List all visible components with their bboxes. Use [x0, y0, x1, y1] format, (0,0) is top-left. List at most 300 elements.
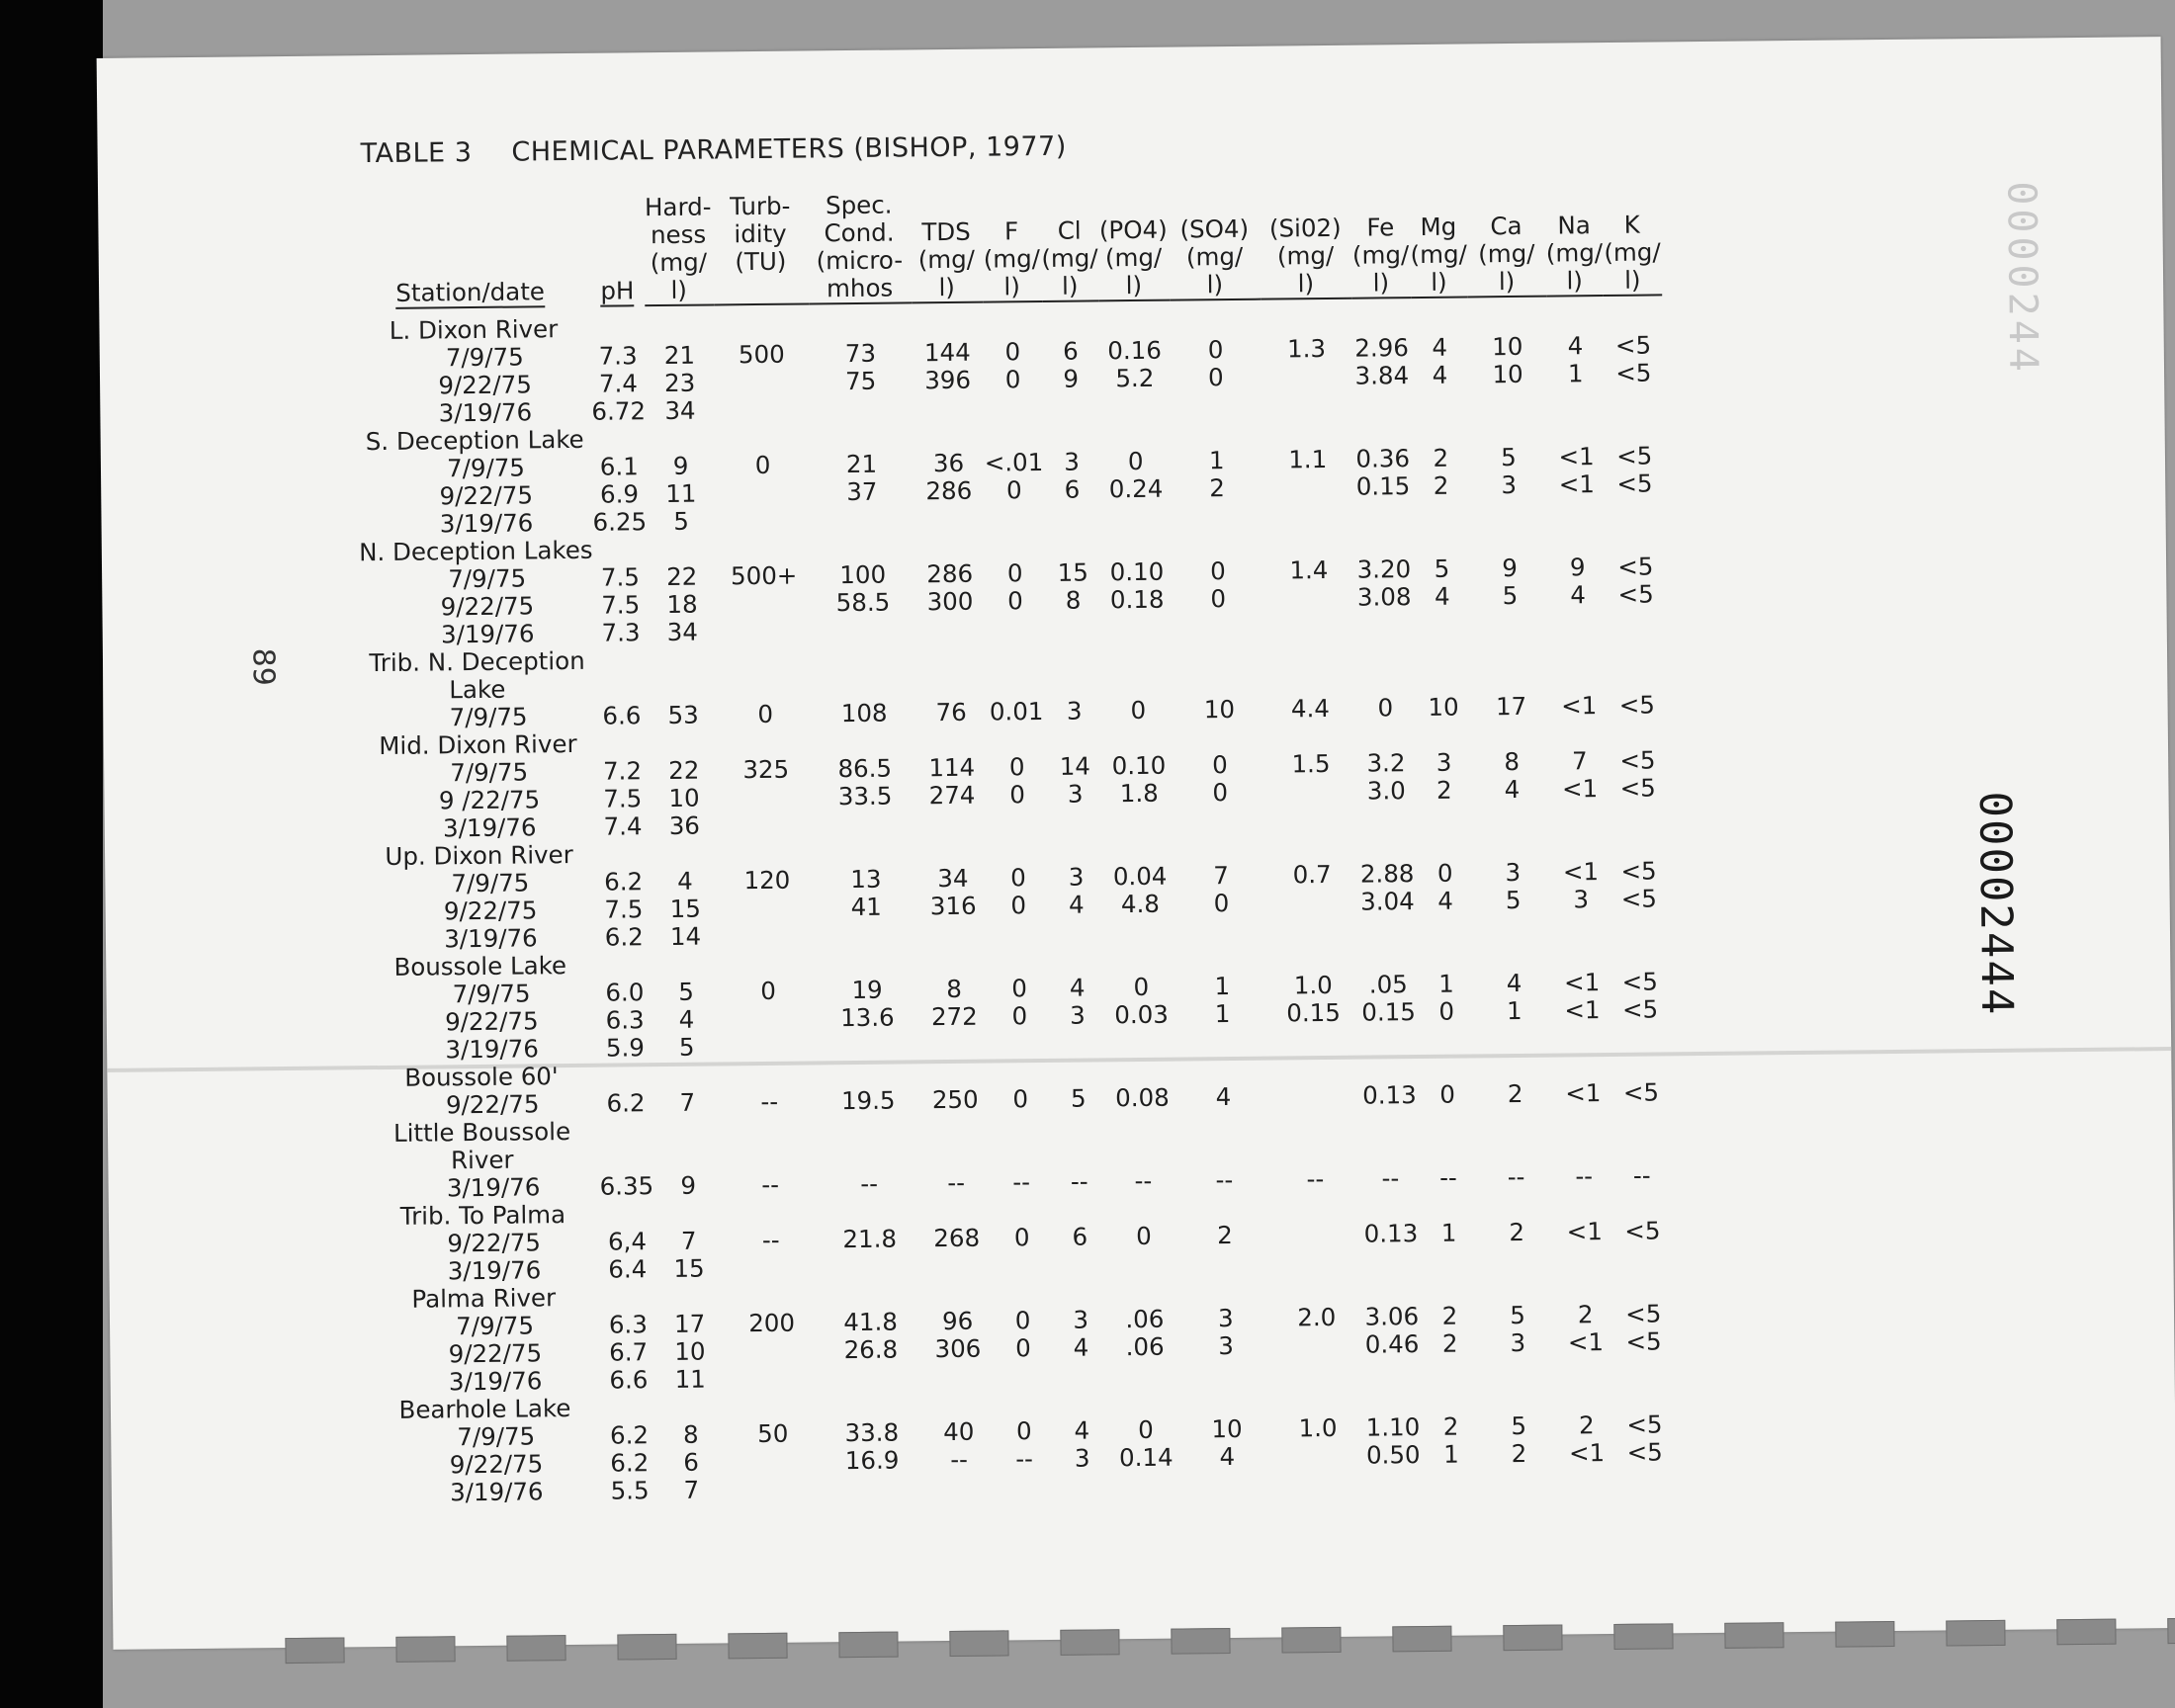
table-cell: 4 — [1074, 1415, 1090, 1445]
table-cell — [1605, 414, 1664, 443]
table-cell: 4 — [1215, 1082, 1232, 1112]
table-cell — [647, 535, 716, 563]
table-cell — [1351, 306, 1411, 335]
header-line: Spec. — [825, 190, 893, 220]
table-cell: 4 — [1437, 886, 1453, 915]
table-cell — [1546, 304, 1604, 333]
table-cell — [1054, 1472, 1111, 1500]
sample-date: 9/22/75 — [443, 896, 538, 926]
table-cell — [1100, 503, 1172, 532]
table-cell — [991, 1030, 1050, 1059]
table-cell — [1613, 1244, 1673, 1273]
table-cell: 0 — [1014, 1333, 1031, 1363]
table-cell: 40 — [943, 1416, 975, 1447]
table-cell — [1550, 609, 1608, 638]
column-header-2 — [644, 193, 714, 314]
table-cell — [725, 1392, 820, 1420]
table-cell — [1558, 1384, 1615, 1412]
table-cell — [1101, 614, 1173, 642]
table-cell — [1476, 1136, 1555, 1164]
table-cell — [1171, 419, 1262, 448]
table-cell: 5.2 — [1115, 363, 1155, 393]
table-cell — [1614, 1383, 1674, 1411]
table-cell — [1611, 1051, 1671, 1079]
table-cell — [1604, 303, 1663, 332]
station-name: S. Deception Lake — [365, 424, 584, 457]
table-cell — [1611, 1134, 1671, 1162]
table-cell: 6.35 — [599, 1171, 654, 1201]
table-cell: 4 — [1432, 360, 1448, 389]
sample-date: 9/22/75 — [440, 591, 535, 622]
table-cell — [1047, 835, 1104, 864]
table-cell: 10 — [668, 783, 700, 812]
table-cell — [649, 673, 718, 702]
sample-date: 3/19/76 — [439, 508, 534, 539]
header-line: l) — [1467, 268, 1546, 299]
table-cell — [1106, 1029, 1177, 1058]
table-cell — [1171, 391, 1262, 420]
header-line: l) — [1042, 272, 1099, 302]
table-cell: 0 — [1127, 446, 1144, 476]
table-cell — [718, 672, 813, 701]
table-cell: 306 — [934, 1333, 982, 1364]
header-line: Ca — [1490, 211, 1522, 241]
table-cell: 86.5 — [837, 753, 893, 784]
column-header-1 — [589, 194, 645, 315]
table-cell: 5 — [673, 506, 690, 536]
column-header-14 — [1545, 184, 1604, 305]
table-cell — [914, 533, 985, 561]
table-cell — [917, 920, 989, 949]
table-cell — [1416, 804, 1473, 832]
sample-date: 7/9/75 — [448, 563, 527, 594]
table-cell — [721, 1004, 816, 1033]
perforation-tab — [1281, 1627, 1341, 1654]
table-cell — [1415, 638, 1472, 666]
table-cell — [914, 643, 986, 672]
table-cell: 0.15 — [1355, 471, 1411, 501]
table-cell: 2.88 — [1359, 859, 1415, 889]
table-cell: 0 — [1210, 584, 1227, 614]
table-cell: 8 — [946, 974, 963, 1004]
table-cell — [1357, 832, 1417, 861]
table-cell — [1172, 530, 1262, 558]
header-line: K — [1623, 210, 1640, 239]
table-cell — [988, 809, 1047, 837]
table-cell: 325 — [742, 754, 790, 785]
table-cell — [1472, 721, 1551, 749]
station-name: L. Dixon River — [389, 314, 559, 345]
table-cell — [993, 1279, 1052, 1308]
table-cell: 2 — [1217, 1221, 1233, 1250]
table-cell: 3.08 — [1356, 582, 1412, 612]
table-cell: <5 — [1614, 330, 1652, 360]
table-cell — [1103, 725, 1174, 753]
table-cell — [1046, 669, 1103, 698]
table-cell — [1614, 1355, 1674, 1384]
table-cell — [1103, 808, 1174, 836]
table-cell: 50 — [757, 1418, 789, 1449]
table-cell — [1608, 719, 1667, 747]
table-cell — [1272, 1387, 1363, 1415]
table-cell — [992, 1141, 1051, 1169]
sample-date: 3/19/76 — [446, 1172, 541, 1203]
table-cell: 7.5 — [603, 784, 643, 813]
table-cell — [918, 948, 990, 977]
table-cell: 3 — [1070, 1000, 1086, 1030]
table-cell: 274 — [928, 780, 976, 811]
table-cell: 1.0 — [1298, 1412, 1338, 1443]
table-cell — [914, 505, 985, 534]
column-header-3 — [713, 192, 809, 313]
table-cell — [724, 1281, 819, 1310]
table-cell — [1262, 529, 1353, 557]
table-cell: 0 — [1015, 1416, 1032, 1446]
table-cell — [922, 1363, 994, 1392]
table-cell: 0 — [1005, 475, 1022, 505]
table-cell — [717, 589, 812, 618]
table-cell — [1474, 942, 1553, 971]
table-cell: 0.18 — [1109, 584, 1165, 615]
table-cell — [594, 646, 649, 675]
sample-date: 3/19/76 — [449, 1477, 544, 1507]
table-cell: <1 — [1562, 857, 1600, 887]
column-header-4 — [808, 191, 912, 312]
table-cell — [1268, 1055, 1359, 1083]
table-cell — [810, 394, 913, 423]
table-cell: 7.2 — [602, 756, 643, 786]
table-cell — [1098, 309, 1170, 338]
table-cell: 0 — [1009, 863, 1026, 893]
table-cell: 100 — [839, 559, 887, 590]
header-line: (mg/ — [1410, 239, 1467, 270]
table-cell — [811, 533, 914, 561]
table-cell — [1607, 608, 1666, 637]
table-cell — [984, 421, 1043, 450]
table-cell: 6.2 — [610, 1448, 650, 1478]
perforation-tab — [617, 1634, 676, 1661]
table-cell — [1271, 1331, 1362, 1360]
table-cell — [920, 1142, 992, 1170]
table-cell — [1416, 721, 1473, 749]
sample-date: 3/19/76 — [444, 923, 538, 954]
perforation-tab — [1835, 1621, 1894, 1648]
table-cell — [1268, 1082, 1359, 1111]
table-cell: 0.46 — [1364, 1329, 1420, 1359]
table-cell — [987, 670, 1046, 699]
table-cell — [812, 643, 914, 672]
table-cell — [1043, 420, 1100, 449]
table-cell: 53 — [667, 700, 699, 729]
table-cell — [1053, 1361, 1110, 1390]
table-cell: 36 — [668, 811, 701, 840]
table-cell: 1 — [1442, 1439, 1459, 1469]
table-cell — [1272, 1470, 1363, 1498]
table-cell — [1110, 1472, 1181, 1500]
table-cell — [1477, 1246, 1556, 1275]
table-cell: 316 — [929, 891, 977, 921]
table-cell — [914, 616, 986, 644]
table-cell — [992, 1196, 1051, 1225]
column-header-0 — [349, 195, 590, 318]
table-cell: <1 — [1563, 968, 1601, 997]
table-cell — [722, 1060, 817, 1088]
station-name: River — [450, 1145, 514, 1175]
table-cell: 0.13 — [1363, 1219, 1419, 1248]
header-line: l) — [1098, 272, 1170, 302]
table-cell — [1358, 943, 1418, 972]
table-cell — [598, 1062, 652, 1090]
table-cell — [653, 1199, 723, 1228]
table-cell: 17 — [673, 1309, 706, 1338]
table-cell — [1178, 1111, 1269, 1140]
table-cell — [991, 1113, 1050, 1142]
table-cell: 21.8 — [842, 1224, 898, 1254]
station-name: Trib. N. Deception — [369, 645, 585, 678]
table-cell — [1264, 667, 1355, 696]
table-body — [350, 303, 1675, 1507]
table-cell: 13.6 — [839, 1002, 895, 1033]
table-cell — [1417, 831, 1474, 860]
table-cell: 1 — [1214, 972, 1231, 1001]
table-cell — [1050, 1029, 1107, 1058]
table-cell: <1 — [1567, 1327, 1605, 1357]
table-cell: 8 — [682, 1419, 699, 1449]
table-cell — [1266, 833, 1357, 862]
table-cell: <5 — [1621, 967, 1658, 996]
table-cell: 4 — [1432, 332, 1448, 362]
table-cell — [1554, 1052, 1611, 1080]
sample-date: 7/9/75 — [449, 702, 528, 732]
table-cell: <1 — [1561, 774, 1599, 804]
table-cell: 0.01 — [989, 696, 1044, 726]
table-cell: -- — [1215, 1165, 1234, 1195]
table-cell — [1419, 1053, 1476, 1081]
table-cell — [1547, 387, 1605, 416]
table-cell: 200 — [748, 1308, 796, 1338]
table-cell — [721, 949, 816, 978]
table-cell — [1352, 389, 1412, 418]
table-cell — [1607, 636, 1666, 664]
table-cell — [1471, 665, 1550, 694]
table-cell: 5 — [1070, 1083, 1087, 1113]
table-cell: 0 — [1213, 889, 1230, 918]
table-cell: 2 — [1511, 1438, 1527, 1469]
table-cell — [1549, 526, 1607, 555]
table-cell — [916, 810, 988, 838]
table-cell — [1107, 1140, 1178, 1168]
table-cell — [817, 1114, 919, 1143]
table-cell: -- — [761, 1225, 780, 1254]
table-cell — [1108, 1195, 1179, 1224]
table-cell — [1271, 1359, 1362, 1388]
table-cell: 7.5 — [604, 895, 644, 924]
table-cell — [593, 536, 648, 564]
table-cell — [1470, 527, 1549, 555]
header-line: (SO4) — [1179, 214, 1250, 244]
table-cell: 500+ — [730, 560, 798, 591]
table-cell — [1108, 1278, 1179, 1307]
table-cell — [715, 395, 810, 424]
table-cell — [995, 1473, 1054, 1501]
table-cell — [916, 837, 988, 866]
table-cell: 19.5 — [840, 1085, 896, 1116]
table-cell — [920, 1197, 992, 1226]
station-name: N. Deception Lakes — [358, 535, 593, 567]
table-cell — [915, 671, 987, 700]
table-cell: 114 — [928, 752, 976, 783]
table-cell: <5 — [1615, 441, 1653, 470]
table-cell: 15 — [673, 1253, 705, 1283]
table-cell: 41 — [850, 892, 882, 922]
table-cell: 33.8 — [844, 1417, 900, 1448]
table-cell — [1557, 1356, 1614, 1385]
table-cell — [1105, 946, 1176, 975]
header-line: (mg/ — [983, 243, 1041, 274]
table-cell — [714, 312, 809, 341]
table-cell: -- — [1012, 1167, 1031, 1197]
table-cell: 17 — [1495, 691, 1527, 722]
table-cell: 15 — [669, 894, 701, 923]
table-cell: <5 — [1625, 1299, 1662, 1328]
table-cell — [1180, 1360, 1271, 1389]
table-cell: 5 — [678, 1032, 695, 1062]
table-title — [356, 131, 1066, 170]
table-cell: 41.8 — [843, 1307, 899, 1337]
table-cell: 7 — [1571, 746, 1588, 776]
table-cell: 9 — [1063, 364, 1080, 393]
header-line: (mg/ — [1478, 238, 1535, 269]
table-cell: 1.1 — [1288, 444, 1328, 474]
table-cell: 11 — [665, 478, 697, 508]
table-cell — [809, 311, 912, 340]
table-cell — [818, 1197, 920, 1226]
table-cell — [1361, 1192, 1421, 1221]
table-cell: 5 — [1502, 580, 1519, 611]
table-cell — [1172, 502, 1262, 531]
table-cell — [1552, 830, 1610, 859]
table-cell — [1358, 915, 1418, 944]
table-cell — [652, 1061, 722, 1089]
table-cell — [595, 729, 650, 758]
station-name: Palma River — [411, 1283, 557, 1314]
table-cell: 6.1 — [599, 452, 639, 481]
table-cell — [726, 1475, 821, 1503]
table-cell — [816, 948, 918, 977]
table-cell — [1179, 1249, 1270, 1278]
table-cell — [646, 424, 715, 453]
sample-date: 3/19/76 — [440, 619, 535, 649]
header-line: l) — [1411, 268, 1468, 299]
table-cell: 9 — [672, 451, 689, 480]
table-cell: <5 — [1625, 1326, 1662, 1356]
table-cell: 22 — [668, 755, 700, 785]
table-cell: 300 — [926, 586, 974, 617]
table-cell: 144 — [923, 337, 971, 368]
table-cell — [1412, 388, 1469, 417]
table-cell — [1474, 914, 1553, 943]
table-cell — [1475, 1053, 1554, 1081]
table-cell — [1264, 640, 1355, 668]
header-line — [714, 275, 809, 305]
table-cell — [1604, 386, 1663, 415]
table-cell — [715, 423, 810, 452]
table-cell: 5 — [678, 977, 695, 1006]
table-cell — [1356, 722, 1416, 750]
table-cell — [1609, 829, 1668, 858]
table-cell: 36 — [932, 448, 965, 478]
column-header-9 — [1169, 188, 1261, 309]
table-cell: 0 — [1009, 780, 1025, 810]
table-cell — [1423, 1385, 1480, 1413]
table-cell — [1478, 1357, 1557, 1386]
table-cell — [601, 1283, 655, 1312]
table-cell: 0 — [1136, 1221, 1152, 1251]
table-cell — [1420, 1136, 1477, 1164]
sample-date: 7/9/75 — [451, 868, 530, 898]
table-cell — [1611, 1106, 1671, 1135]
table-cell — [1105, 918, 1176, 947]
table-cell: 10 — [1211, 1413, 1243, 1444]
table-cell: 1.10 — [1365, 1412, 1421, 1442]
sample-date: 9/22/75 — [445, 1089, 540, 1120]
table-cell: 7.5 — [600, 562, 641, 592]
table-cell: -- — [1632, 1160, 1651, 1190]
table-cell: 0 — [1004, 337, 1021, 367]
table-cell: 4 — [1069, 973, 1086, 1002]
table-cell: 0 — [1012, 1084, 1029, 1114]
bleed-through-stamp: 0000244 — [1998, 181, 2046, 377]
table-cell — [1469, 416, 1548, 445]
header-line: (mg/ — [1041, 243, 1098, 273]
table-cell — [1267, 916, 1358, 945]
sample-date: 3/19/76 — [445, 1034, 540, 1065]
table-cell — [723, 1198, 818, 1227]
header-line: (mg/ — [1276, 240, 1335, 271]
table-cell — [1418, 942, 1475, 971]
table-cell: <5 — [1615, 358, 1652, 387]
table-cell: 23 — [663, 368, 696, 397]
table-cell: 16.9 — [844, 1445, 900, 1476]
table-cell — [1108, 1250, 1179, 1279]
table-cell: 33.5 — [837, 781, 893, 811]
table-cell: 3.20 — [1356, 555, 1412, 584]
table-cell — [1109, 1361, 1180, 1390]
perforation-tab — [1724, 1622, 1784, 1649]
sample-date: 7/9/75 — [455, 1311, 535, 1341]
table-cell: 5.5 — [610, 1476, 650, 1505]
table-cell — [984, 393, 1043, 422]
table-cell: 4 — [1434, 581, 1450, 611]
table-cell — [1272, 1442, 1363, 1471]
table-cell — [1606, 525, 1665, 554]
table-cell — [1411, 305, 1468, 334]
table-cell: 2 — [1441, 1301, 1458, 1330]
column-header-10 — [1260, 187, 1351, 308]
station-name: Trib. To Palma — [399, 1200, 566, 1231]
table-cell — [1420, 1108, 1477, 1137]
table-cell: 14 — [669, 921, 702, 951]
table-cell — [1268, 1027, 1359, 1056]
table-cell — [988, 836, 1047, 865]
table-cell: 0 — [760, 976, 777, 1005]
table-cell — [597, 951, 652, 980]
table-cell — [1044, 531, 1101, 559]
table-cell — [986, 642, 1045, 671]
table-cell: 3 — [1068, 862, 1085, 892]
table-cell: 7 — [1213, 861, 1230, 891]
table-cell — [1553, 913, 1610, 942]
